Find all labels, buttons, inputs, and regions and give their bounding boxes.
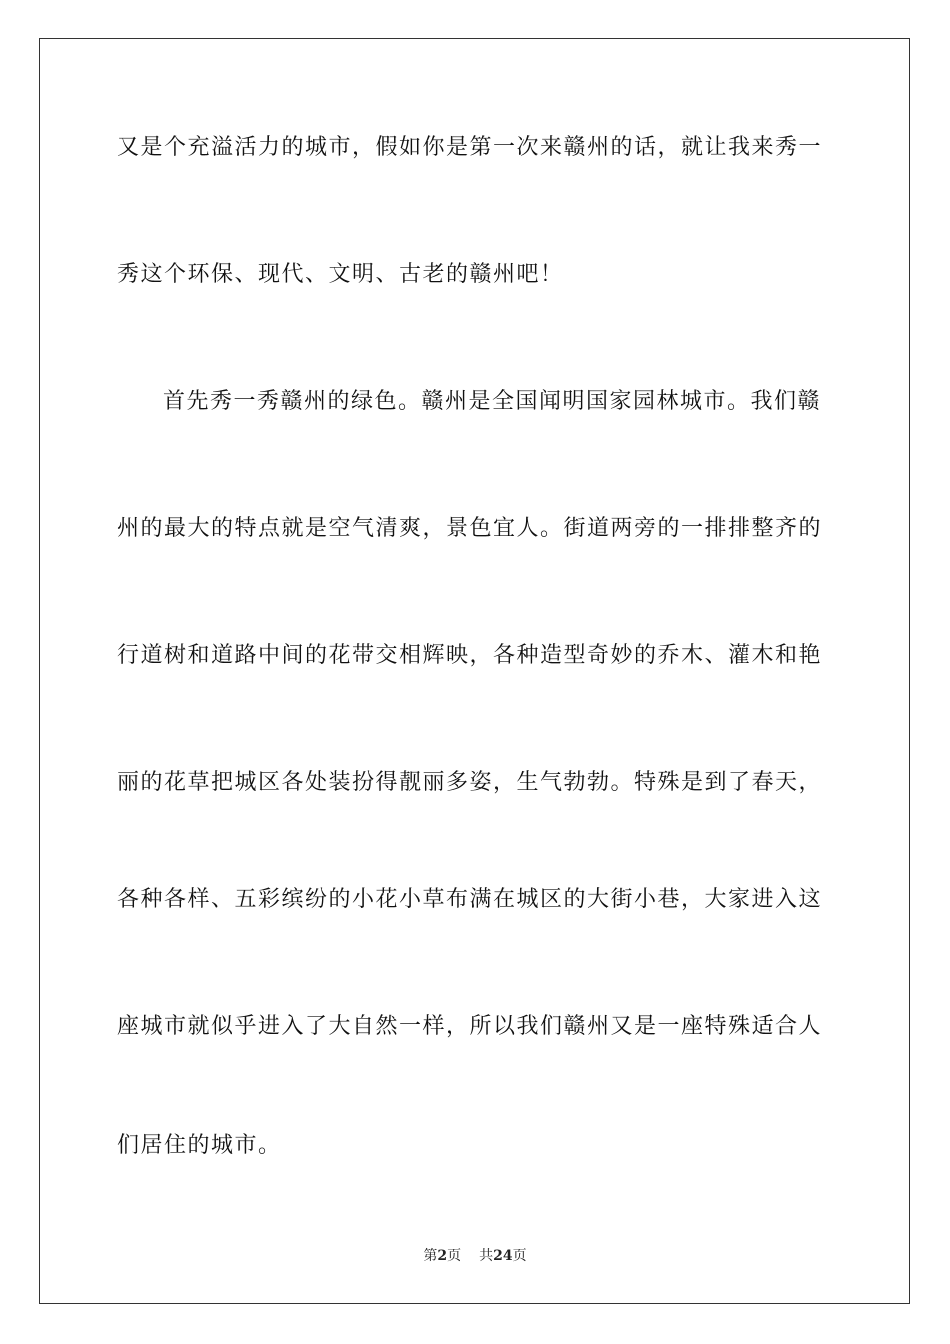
page-number: 2 xyxy=(437,1248,448,1264)
paragraph-line-8: 座城市就似乎进入了大自然一样，所以我们赣州又是一座特殊适合人 xyxy=(117,1014,823,1039)
page-label-suffix: 页 xyxy=(447,1248,462,1264)
total-label-suffix: 页 xyxy=(512,1248,527,1264)
paragraph-line-7: 各种各样、五彩缤纷的小花小草布满在城区的大街小巷，大家进入这 xyxy=(117,887,823,912)
paragraph-line-3: 首先秀一秀赣州的绿色。赣州是全国闻明国家园林城市。我们赣 xyxy=(163,389,822,414)
page-label-prefix: 第 xyxy=(423,1248,438,1264)
total-label-prefix: 共 xyxy=(479,1248,494,1264)
paragraph-line-1: 又是个充溢活力的城市，假如你是第一次来赣州的话，就让我来秀一 xyxy=(117,135,823,160)
paragraph-line-6: 丽的花草把城区各处装扮得靓丽多姿，生气勃勃。特殊是到了春天， xyxy=(117,770,823,795)
page-border xyxy=(39,38,910,1304)
paragraph-line-9: 们居住的城市。 xyxy=(117,1133,282,1158)
paragraph-line-2: 秀这个环保、现代、文明、古老的赣州吧！ xyxy=(117,262,564,287)
page-footer xyxy=(0,1246,950,1266)
paragraph-line-4: 州的最大的特点就是空气清爽，景色宜人。街道两旁的一排排整齐的 xyxy=(117,516,823,541)
paragraph-line-5: 行道树和道路中间的花带交相辉映，各种造型奇妙的乔木、灌木和艳 xyxy=(117,643,823,668)
total-pages: 24 xyxy=(493,1248,513,1264)
